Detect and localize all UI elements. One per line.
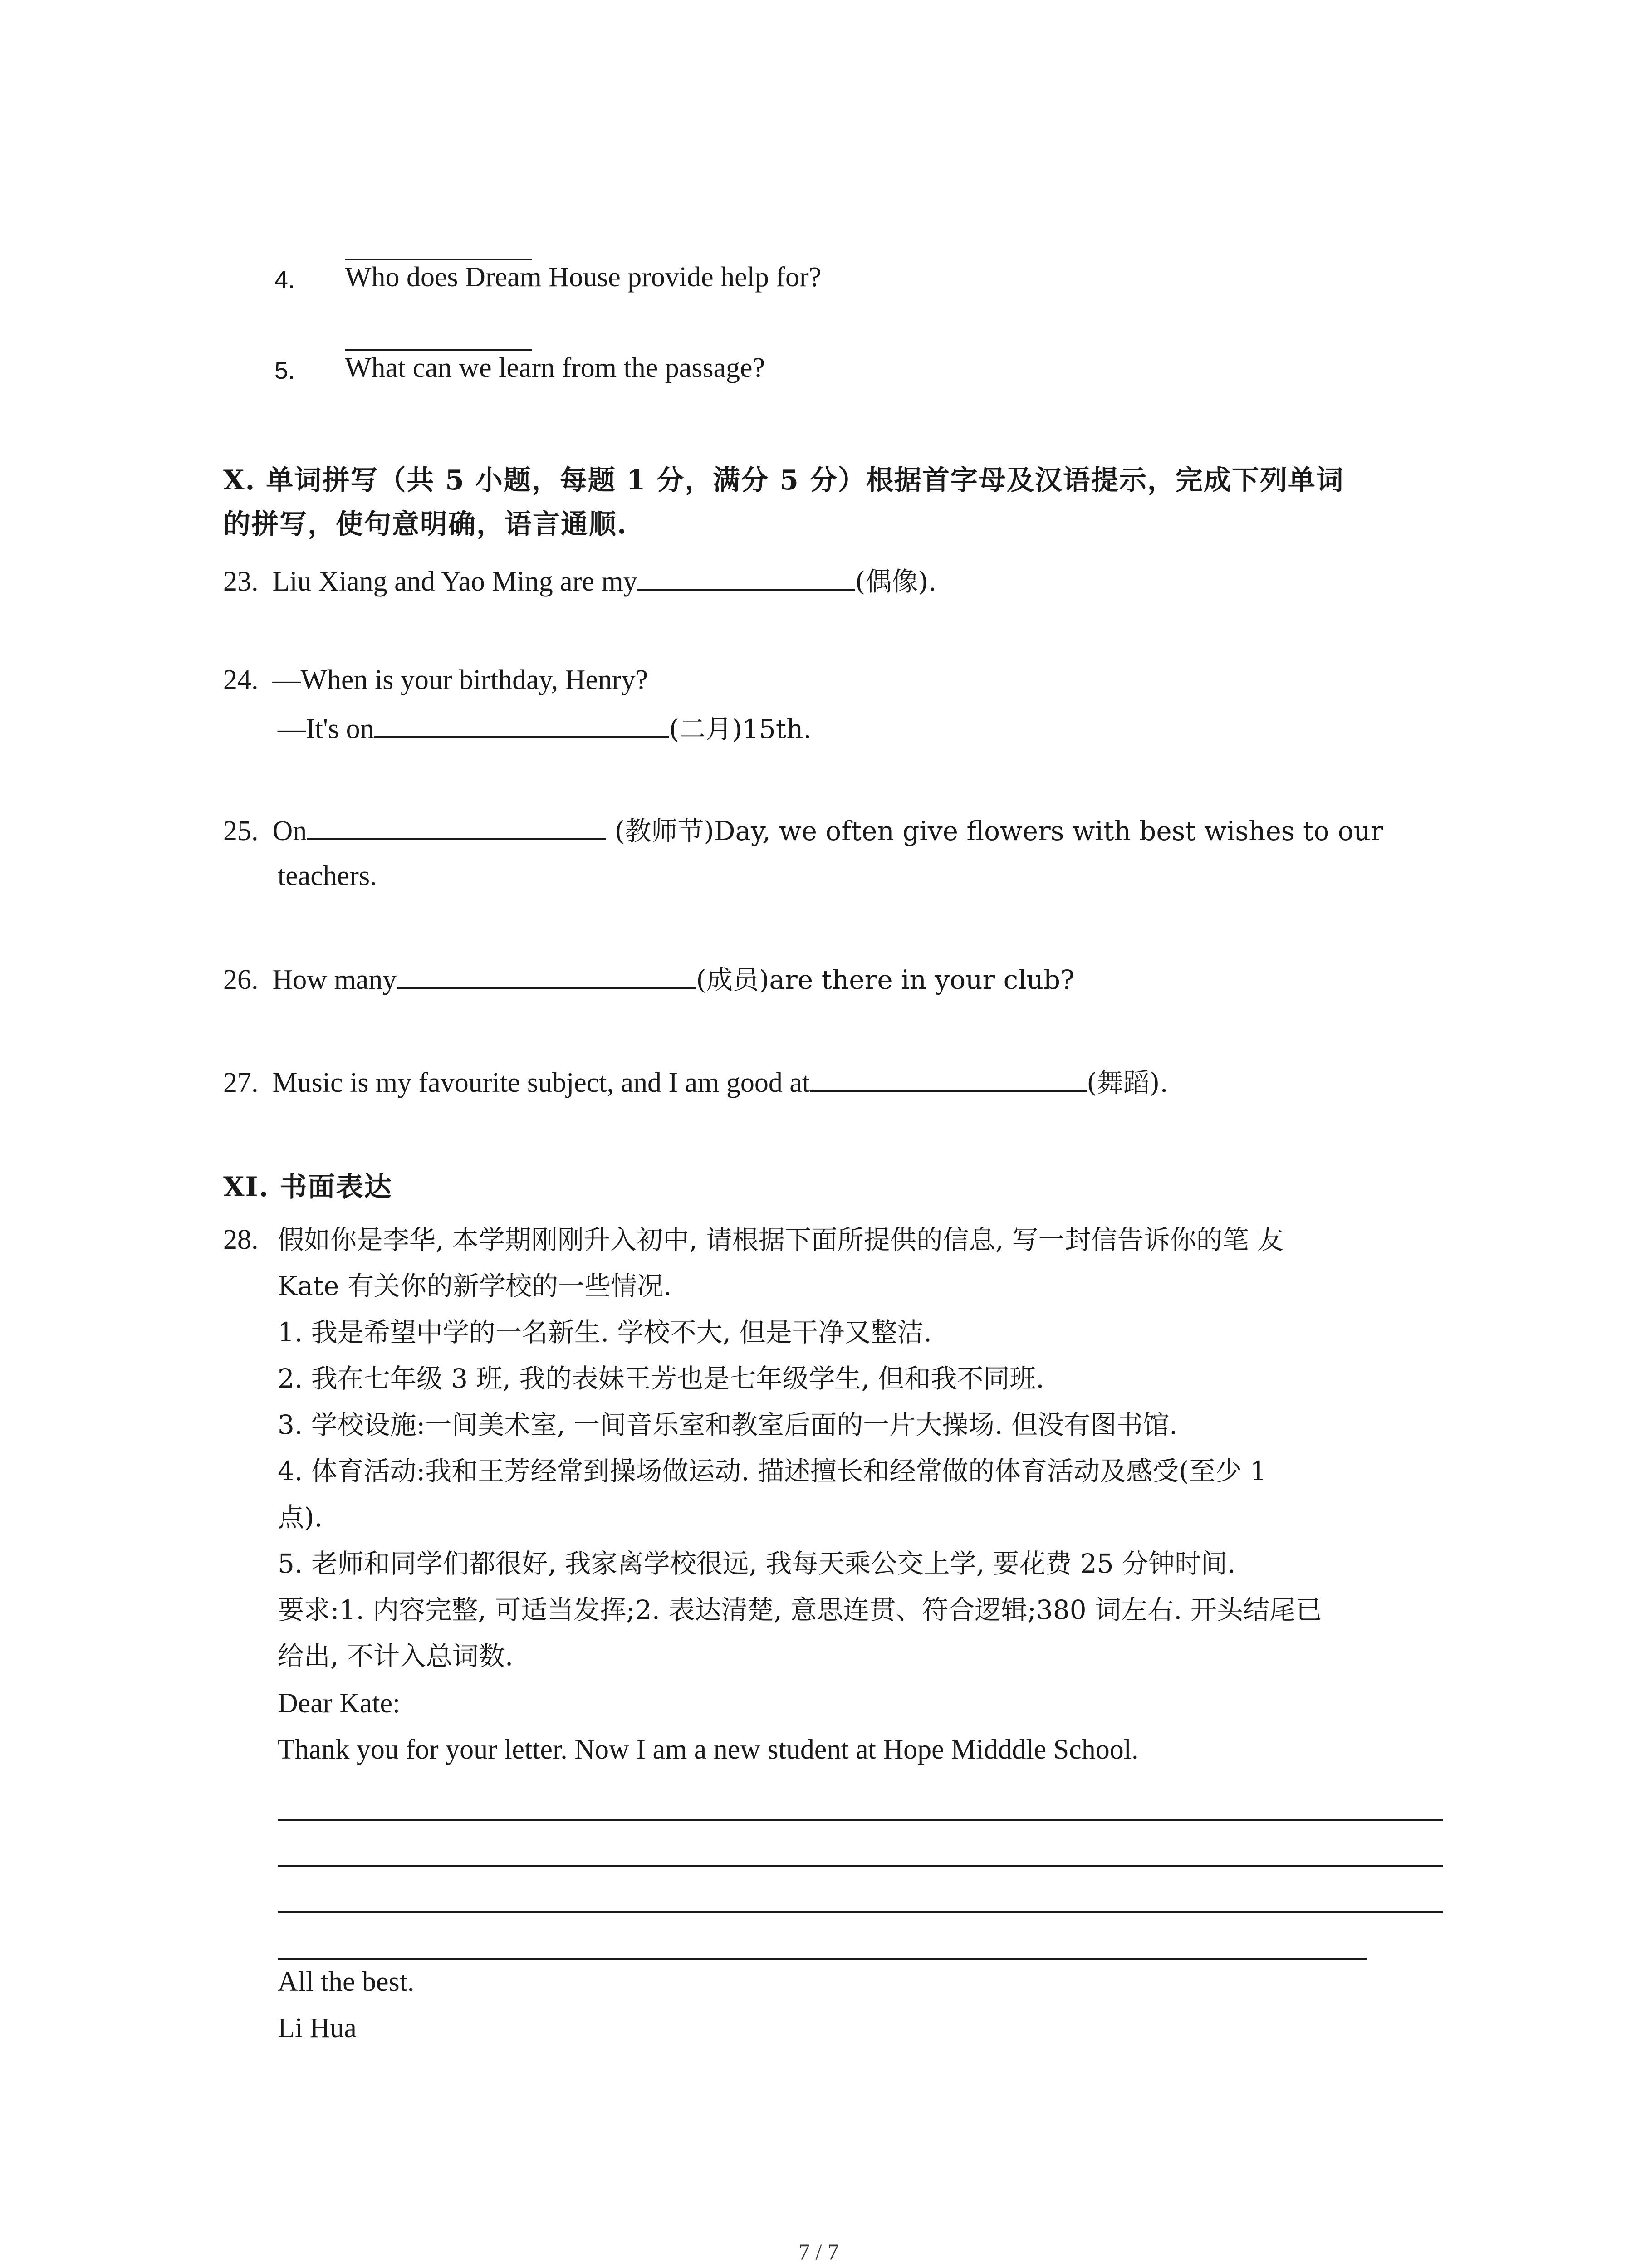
answer-blank-25[interactable] [307, 812, 606, 840]
section-heading: X. 单词拼写（共 5 小题，每题 1 分，满分 5 分）根据首字母及汉语提示，完成下列单词 [223, 464, 1344, 496]
question-number: 23. [223, 566, 259, 597]
writing-line[interactable] [278, 1958, 1367, 1960]
writing-prompt-line: 2. 我在七年级 3 班, 我的表妹王芳也是七年级学生, 但和我不同班. [278, 1363, 1044, 1394]
section-heading-cont: 的拼写，使句意明确，语言通顺. [223, 508, 627, 540]
writing-line[interactable] [278, 1819, 1443, 1821]
question-number: 24. [223, 665, 259, 695]
question-24-answer: —It's on (二月)15th. [278, 710, 812, 747]
writing-prompt-line: 3. 学校设施:一间美术室, 一间音乐室和教室后面的一片大操场. 但没有图书馆. [278, 1409, 1178, 1440]
letter-salutation: Dear Kate: [278, 1688, 401, 1719]
question-24: 24. —When is your birthday, Henry? [223, 665, 648, 695]
question-23: 23. Liu Xiang and Yao Ming are my (偶像). [223, 562, 936, 599]
writing-prompt-line: 4. 体育活动:我和王芳经常到操场做运动. 描述擅长和经常做的体育活动及感受(至少 1 [278, 1456, 1267, 1486]
question-number: 4. [274, 266, 295, 293]
question-number: 5. [274, 357, 295, 384]
answer-blank-26[interactable] [397, 961, 696, 989]
question-27: 27. Music is my favourite subject, and I am good at (舞蹈). [223, 1064, 1168, 1100]
writing-prompt-line: 5. 老师和同学们都很好, 我家离学校很远, 我每天乘公交上学, 要花费 25 分钟时间. [278, 1548, 1236, 1579]
letter-closing: All the best. [278, 1966, 415, 1997]
letter-opening: Thank you for your letter. Now I am a new student at Hope Midddle School. [278, 1734, 1139, 1765]
answer-blank-27[interactable] [810, 1064, 1087, 1092]
question-text: What can we learn from the passage? [345, 352, 765, 383]
answer-blank-23[interactable] [637, 562, 855, 591]
writing-prompt-line: 要求:1. 内容完整, 可适当发挥;2. 表达清楚, 意思连贯、符合逻辑;380 词左右. 开头结尾已 [278, 1594, 1322, 1625]
writing-prompt-line: 给出, 不计入总词数. [278, 1641, 514, 1672]
page-number: 7 / 7 [798, 2239, 839, 2264]
question-number: 27. [223, 1067, 259, 1098]
writing-line[interactable] [278, 1865, 1443, 1867]
question-number: 26. [223, 964, 259, 995]
question-number: 28. [223, 1224, 259, 1255]
writing-prompt-line: 1. 我是希望中学的一名新生. 学校不大, 但是干净又整洁. [278, 1317, 932, 1348]
question-number: 25. [223, 816, 259, 846]
writing-line[interactable] [278, 1911, 1443, 1913]
writing-prompt-line: 点). [278, 1502, 323, 1533]
writing-prompt-line: Kate 有关你的新学校的一些情况. [278, 1271, 672, 1301]
question-text: Who does Dream House provide help for? [345, 262, 822, 293]
question-25-cont: teachers. [278, 860, 377, 891]
answer-blank-24[interactable] [374, 710, 669, 738]
section-heading: XI. 书面表达 [223, 1171, 392, 1203]
question-26: 26. How many (成员)are there in your club? [223, 961, 1074, 997]
question-25: 25. On (教师节)Day, we often give flowers with best wishes to our [223, 812, 1383, 849]
writing-prompt-line: 假如你是李华, 本学期刚刚升入初中, 请根据下面所提供的信息, 写一封信告诉你的笔 友 [278, 1224, 1284, 1255]
letter-signature: Li Hua [278, 2013, 357, 2043]
